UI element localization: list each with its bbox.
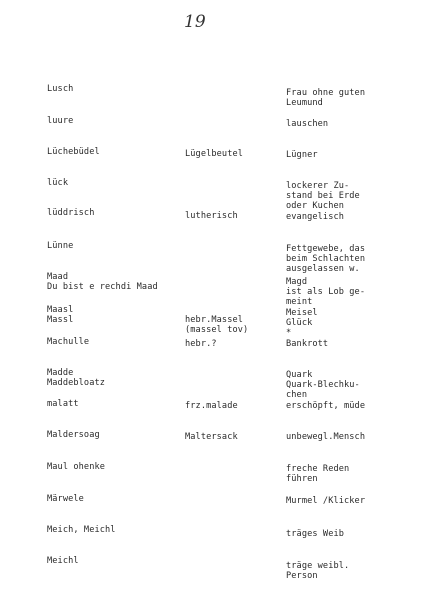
meaning-text: Lügner xyxy=(286,150,318,160)
meaning-text: träge weibl. Person xyxy=(286,561,350,581)
dialect-word: Madde Maddebloatz xyxy=(47,368,106,388)
dialect-word: Lünne xyxy=(47,241,74,251)
dialect-word: Meichl xyxy=(47,556,79,566)
meaning-text: freche Reden führen xyxy=(286,464,350,484)
origin-word: hebr.Massel (massel tov) xyxy=(185,315,249,335)
dialect-word: Lusch xyxy=(47,84,74,94)
meaning-text: Magd ist als Lob ge- meint xyxy=(286,277,366,307)
dialect-word: Meich, Meichl xyxy=(47,525,116,535)
dialect-word: luure xyxy=(47,116,74,126)
meaning-text: Fettgewebe, das beim Schlachten ausgelassen w. xyxy=(286,244,366,274)
dialect-word: Lüchebüdel xyxy=(47,147,100,157)
dialect-word: Maldersoag xyxy=(47,430,100,440)
meaning-text: Quark Quark-Blechku- chen xyxy=(286,370,360,400)
meaning-text: Bankrott xyxy=(286,339,329,349)
page-number: 19 xyxy=(184,12,206,32)
meaning-text: unbewegl.Mensch xyxy=(286,432,366,442)
origin-word: Lügelbeutel xyxy=(185,149,244,159)
origin-word: hebr.? xyxy=(185,339,217,349)
meaning-text: Meisel Glück * xyxy=(286,308,318,338)
meaning-text: Frau ohne guten Leumund xyxy=(286,88,366,108)
origin-word: frz.malade xyxy=(185,401,238,411)
meaning-text: Murmel /Klicker xyxy=(286,496,366,506)
dialect-word: lück xyxy=(47,178,69,188)
meaning-text: evangelisch xyxy=(286,212,345,222)
meaning-text: lockerer Zu- stand bei Erde oder Kuchen xyxy=(286,181,360,211)
origin-word: lutherisch xyxy=(185,211,238,221)
meaning-text: erschöpft, müde xyxy=(286,401,366,411)
dialect-word: lüddrisch xyxy=(47,208,95,218)
origin-word: Maltersack xyxy=(185,432,238,442)
dialect-word: Maul ohenke xyxy=(47,462,106,472)
dialect-word: Märwele xyxy=(47,494,84,504)
dialect-word: Maasl Massl xyxy=(47,305,74,325)
dialect-word: Machulle xyxy=(47,337,90,347)
dialect-word: Maad Du bist e rechdi Maad xyxy=(47,272,158,292)
meaning-text: träges Weib xyxy=(286,529,345,539)
meaning-text: lauschen xyxy=(286,119,329,129)
dialect-word: malatt xyxy=(47,399,79,409)
